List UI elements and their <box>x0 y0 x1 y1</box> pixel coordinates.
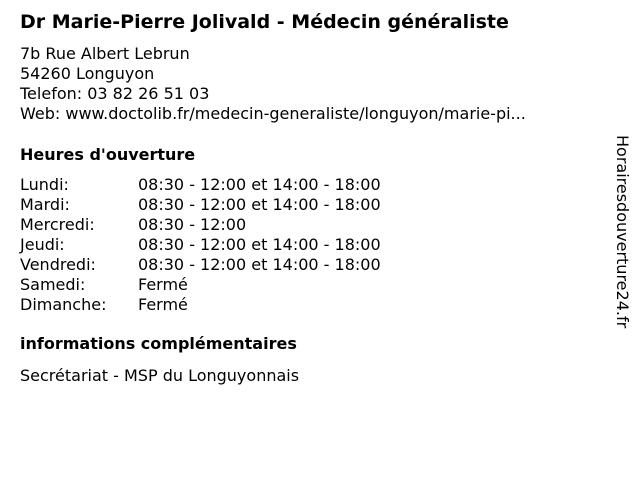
day-hours: 08:30 - 12:00 et 14:00 - 18:00 <box>138 255 381 274</box>
day-label: Lundi: <box>20 175 69 194</box>
hours-row-saturday <box>20 275 381 295</box>
day-label: Dimanche: <box>20 295 107 314</box>
day-hours: Fermé <box>138 275 188 294</box>
day-label: Mardi: <box>20 195 70 214</box>
day-label: Mercredi: <box>20 215 95 234</box>
day-hours: Fermé <box>138 295 188 314</box>
site-brand-label[interactable]: Horairesdouverture24.fr <box>613 135 632 329</box>
hours-row-thursday <box>20 235 381 255</box>
day-label: Jeudi: <box>20 235 65 254</box>
day-hours: 08:30 - 12:00 et 14:00 - 18:00 <box>138 195 381 214</box>
page-title: Dr Marie-Pierre Jolivald - Médecin généraliste <box>20 11 509 33</box>
hours-row-wednesday <box>20 215 381 235</box>
phone-number[interactable]: Telefon: 03 82 26 51 03 <box>20 84 210 103</box>
hours-row-sunday <box>20 295 381 315</box>
additional-info-text: Secrétariat - MSP du Longuyonnais <box>20 366 300 385</box>
website-link[interactable]: Web: www.doctolib.fr/medecin-generaliste/longuyon/marie-pi... <box>20 104 526 123</box>
address-city: 54260 Longuyon <box>20 64 155 83</box>
day-hours: 08:30 - 12:00 et 14:00 - 18:00 <box>138 235 381 254</box>
address-block <box>20 44 526 124</box>
hours-row-monday <box>20 175 381 195</box>
opening-hours-table <box>20 175 381 315</box>
opening-hours-heading: Heures d'ouverture <box>20 145 196 164</box>
day-label: Samedi: <box>20 275 86 294</box>
address-street: 7b Rue Albert Lebrun <box>20 44 190 63</box>
additional-info-heading: informations complémentaires <box>20 334 297 353</box>
day-label: Vendredi: <box>20 255 96 274</box>
day-hours: 08:30 - 12:00 <box>138 215 247 234</box>
day-hours: 08:30 - 12:00 et 14:00 - 18:00 <box>138 175 381 194</box>
hours-row-friday <box>20 255 381 275</box>
hours-row-tuesday <box>20 195 381 215</box>
